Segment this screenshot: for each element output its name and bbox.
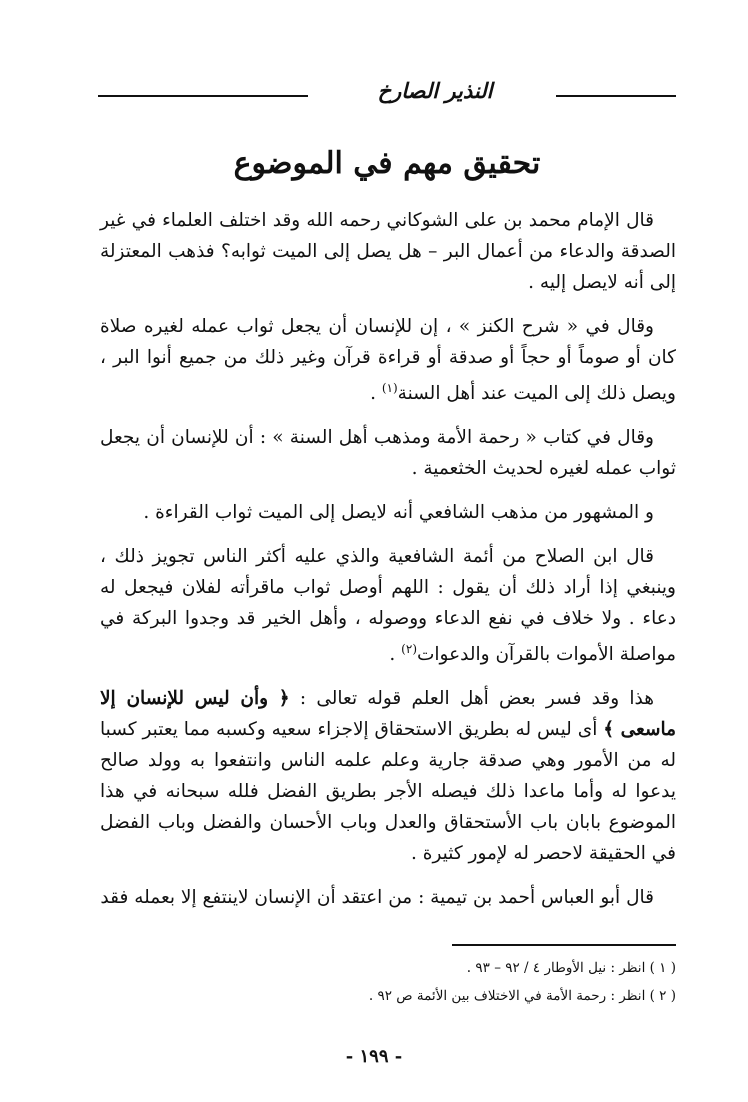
- running-title: النذير الصارخ: [377, 78, 493, 103]
- quran-verse: ﴿ وأن ليس للإنسان إلا ماسعى ﴾: [100, 688, 676, 741]
- body-text: [100, 205, 676, 926]
- header-rule-left: [98, 95, 308, 97]
- running-header: [98, 78, 676, 108]
- footnote-ref-2[interactable]: (٢): [401, 642, 417, 657]
- paragraph-7: قال أبو العباس أحمد بن تيمية : من اعتقد أن الإنسان لاينتفع إلا بعمله فقد: [100, 887, 654, 909]
- footnote-2: ( ٢ ) انظر : رحمة الأمة في الاختلاف بين الأئمة ص ٩٢ .: [368, 988, 676, 1004]
- paragraph-5: قال ابن الصلاح من أئمة الشافعية والذي عليه أكثر الناس تجويز ذلك ، وينبغي إذا أراد ذلك أن يقول : اللهم أوصل ثواب ماقرأته لفلان فيجعل له دعاء . ولا خلاف في نفع الدعاء ووصوله ، وأهل الخير قد وجدوا البركة في مواصلة الأموات بالقرآن والدعوات$^{(٢)}$ .: [100, 546, 676, 666]
- header-rule-right: [556, 95, 676, 97]
- footnote-separator: [452, 944, 676, 946]
- section-heading: تحقيق مهم في الموضوع: [233, 146, 541, 181]
- footnotes: [100, 954, 676, 1010]
- paragraph-2: وقال في « شرح الكنز » ، إن للإنسان أن يجعل ثواب عمله لغيره صلاة كان أو صوماً أو حجاً أو صدقة أو قراءة قرآن وغير ذلك من جميع أنوا البر ، ويصل ذلك إلى الميت عند أهل السنة$^{(١)}$ .: [100, 316, 676, 405]
- page-number: - ١٩٩ -: [345, 1046, 403, 1067]
- paragraph-4: و المشهور من مذهب الشافعي أنه لايصل إلى الميت ثواب القراءة .: [143, 502, 654, 524]
- paragraph-3: وقال في كتاب « رحمة الأمة ومذهب أهل السنة » : أن للإنسان أن يجعل ثواب عمله لغيره لحديث الخثعمية .: [100, 427, 676, 480]
- paragraph-6: هذا وقد فسر بعض أهل العلم قوله تعالى : ﴿ وأن ليس للإنسان إلا ماسعى ﴾ أى ليس له بطريق الاستحقاق إلاجزاء سعيه وكسبه مما يعتبر كسبا له من الأمور وهي صدقة جارية وعلم علمه الناس وانتفعوا به وولد صالح يدعوا له وأما ماعدا ذلك فيصله الأجر بطريق الفضل فلله سبحانه في هذا الموضوع بابان باب الأستحقاق والعدل وباب الأحسان والفضل وباب الفضل في الحقيقة لاحصر له لإمور كثيرة .: [100, 688, 676, 865]
- footnote-ref-1[interactable]: (١): [381, 381, 398, 395]
- paragraph-1: قال الإمام محمد بن على الشوكاني رحمه الله وقد اختلف العلماء في غير الصدقة والدعاء من أعمال البر – هل يصل إلى الميت ثوابه؟ فذهب المعتزلة إلى أنه لايصل إليه .: [100, 210, 676, 293]
- footnote-1: ( ١ ) انظر : نيل الأوطار ٤ / ٩٢ – ٩٣ .: [466, 960, 676, 976]
